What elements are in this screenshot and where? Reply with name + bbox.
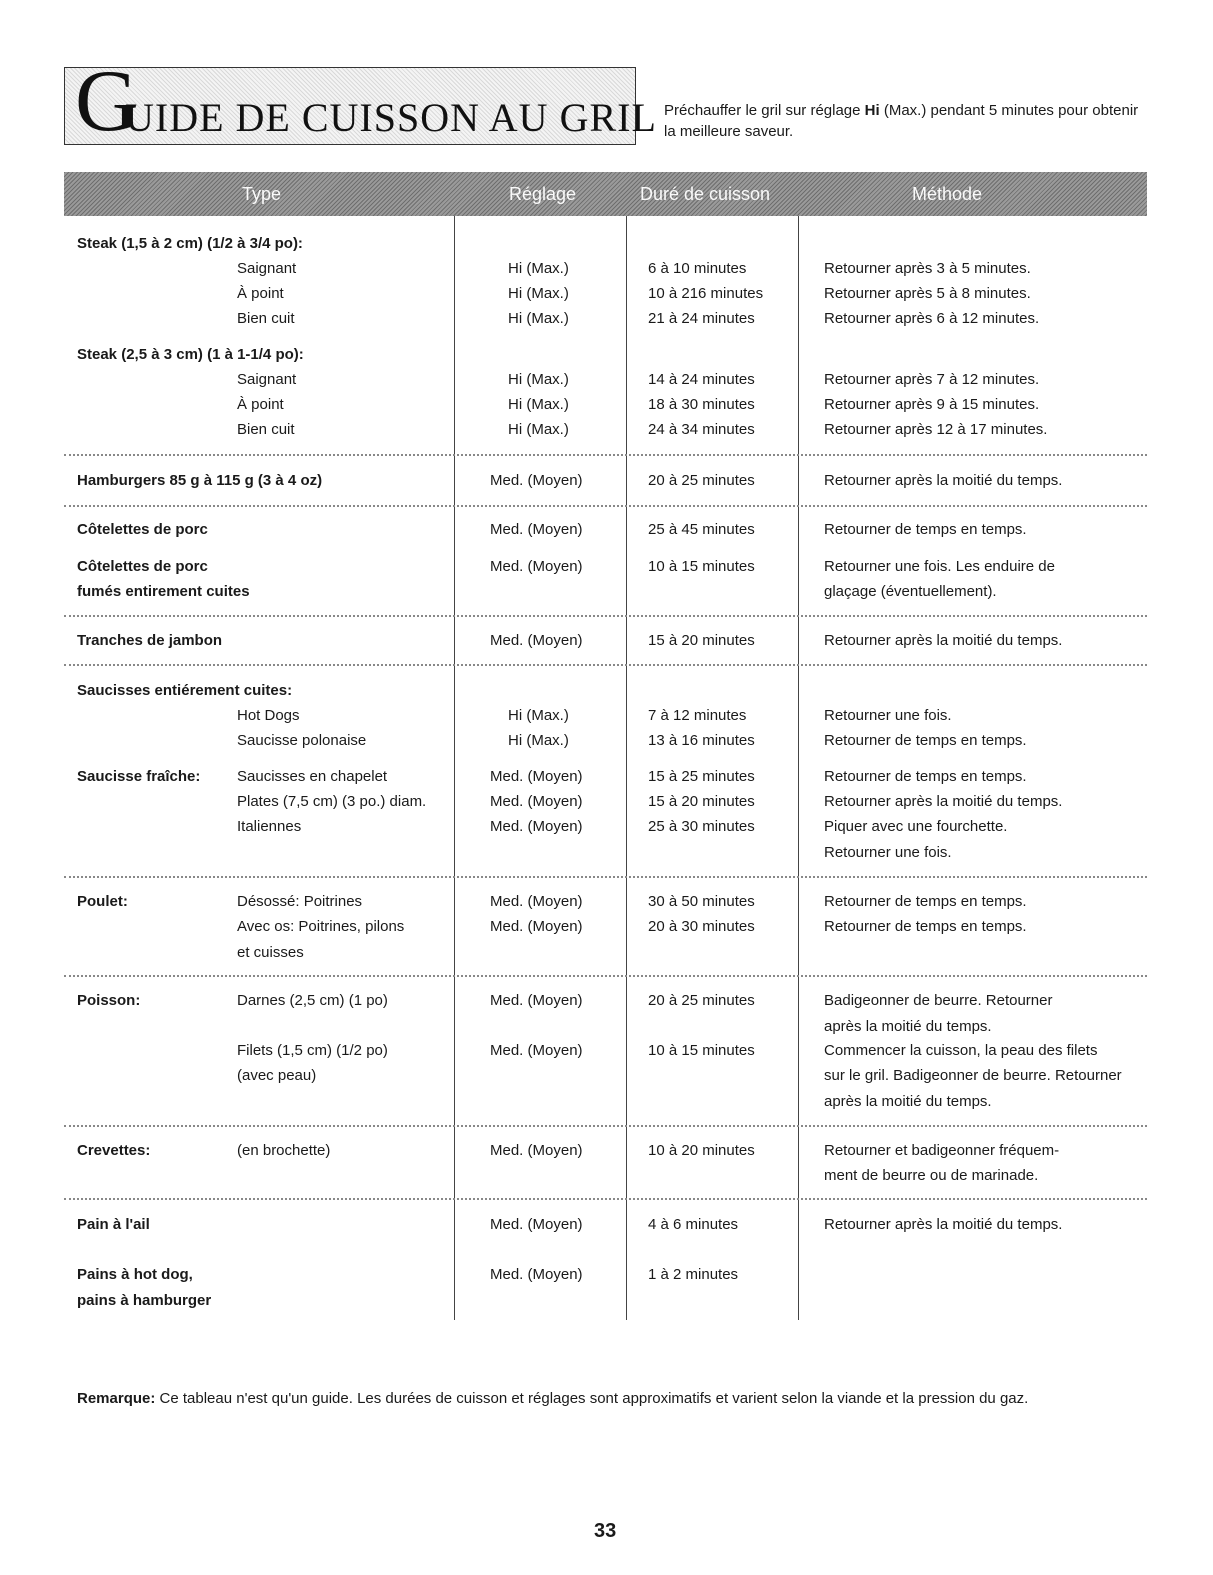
cell-type: Crevettes: [77, 1142, 151, 1159]
cell-method: Retourner après la moitié du temps. [824, 472, 1063, 489]
cell-subtype: À point [237, 285, 284, 302]
cell-subtype: Saucisse polonaise [237, 732, 367, 749]
cell-time: 10 à 20 minutes [648, 1142, 755, 1159]
cell-setting: Med. (Moyen) [490, 521, 583, 538]
cell-setting: Med. (Moyen) [490, 893, 583, 910]
page-number: 33 [594, 1520, 617, 1542]
cell-time: 6 à 10 minutes [648, 260, 747, 277]
intro-part-1: Préchauffer le gril sur réglage [664, 102, 865, 119]
cell-method: Retourner après 12 à 17 minutes. [824, 421, 1048, 438]
cell-setting: Hi (Max.) [508, 421, 569, 438]
cell-subtype: (avec peau) [237, 1067, 317, 1084]
title-initial: G [75, 53, 139, 150]
cell-type: Côtelettes de porc [77, 521, 208, 538]
cell-setting: Hi (Max.) [508, 260, 569, 277]
cell-time: 20 à 25 minutes [648, 472, 755, 489]
cell-time: 25 à 45 minutes [648, 521, 755, 538]
cell-type: Steak (1,5 à 2 cm) (1/2 à 3/4 po): [77, 235, 303, 252]
cell-method: Retourner une fois. [824, 844, 952, 861]
cell-method: Retourner de temps en temps. [824, 893, 1027, 910]
cell-method: Retourner une fois. [824, 707, 952, 724]
cell-time: 14 à 24 minutes [648, 371, 755, 388]
cell-setting: Med. (Moyen) [490, 1042, 583, 1059]
cell-subtype: Saucisses en chapelet [237, 768, 388, 785]
header-duration: Duré de cuisson [640, 184, 771, 204]
row-separator [64, 454, 1147, 456]
cell-method: Retourner après 5 à 8 minutes. [824, 285, 1031, 302]
cell-type: Saucisse fraîche: [77, 768, 201, 785]
cell-setting: Med. (Moyen) [490, 768, 583, 785]
cell-method: Retourner après 7 à 12 minutes. [824, 371, 1040, 388]
cell-time: 30 à 50 minutes [648, 893, 755, 910]
cell-method: Retourner après 9 à 15 minutes. [824, 396, 1040, 413]
cell-setting: Med. (Moyen) [490, 1266, 583, 1283]
row-separator [64, 664, 1147, 666]
cell-method: ment de beurre ou de marinade. [824, 1167, 1039, 1184]
cell-method: Piquer avec une fourchette. [824, 818, 1008, 835]
cell-type: Pain à l'ail [77, 1216, 150, 1233]
cell-subtype: Hot Dogs [237, 707, 300, 724]
cell-method: Retourner de temps en temps. [824, 521, 1027, 538]
cell-setting: Med. (Moyen) [490, 918, 583, 935]
cell-method: après la moitié du temps. [824, 1018, 992, 1035]
cell-setting: Hi (Max.) [508, 707, 569, 724]
cell-subtype: Désossé: Poitrines [237, 893, 363, 910]
cell-type: fumés entirement cuites [77, 583, 250, 600]
header-setting: Réglage [509, 184, 577, 204]
cell-time: 7 à 12 minutes [648, 707, 747, 724]
cell-method: Retourner une fois. Les enduire de [824, 558, 1055, 575]
cell-subtype: À point [237, 396, 284, 413]
intro-part-2: (Max.) pendant 5 minutes pour obtenir la meilleure saveur. [664, 102, 1139, 140]
column-divider [798, 216, 799, 1320]
cell-setting: Med. (Moyen) [490, 1216, 583, 1233]
row-separator [64, 876, 1147, 878]
cell-setting: Hi (Max.) [508, 371, 569, 388]
cell-time: 10 à 216 minutes [648, 285, 764, 302]
cell-setting: Med. (Moyen) [490, 818, 583, 835]
cell-type: Poulet: [77, 893, 128, 910]
cell-type: Pains à hot dog, [77, 1266, 193, 1283]
column-divider [626, 216, 627, 1320]
cell-setting: Med. (Moyen) [490, 793, 583, 810]
cell-setting: Hi (Max.) [508, 732, 569, 749]
cell-method: Commencer la cuisson, la peau des filets [824, 1042, 1098, 1059]
cell-method: Badigeonner de beurre. Retourner [824, 992, 1053, 1009]
row-separator [64, 1125, 1147, 1127]
cell-subtype: Bien cuit [237, 310, 295, 327]
cell-time: 24 à 34 minutes [648, 421, 755, 438]
title-banner [64, 53, 657, 150]
cell-type: Hamburgers 85 g à 115 g (3 à 4 oz) [77, 472, 323, 489]
row-separator [64, 975, 1147, 977]
cell-method: Retourner de temps en temps. [824, 768, 1027, 785]
row-separator [64, 1198, 1147, 1200]
cell-time: 18 à 30 minutes [648, 396, 755, 413]
cell-method: Retourner après la moitié du temps. [824, 632, 1063, 649]
cell-setting: Med. (Moyen) [490, 558, 583, 575]
cell-type: Poisson: [77, 992, 141, 1009]
cell-time: 15 à 20 minutes [648, 793, 755, 810]
cell-method: Retourner après 3 à 5 minutes. [824, 260, 1031, 277]
cell-time: 15 à 20 minutes [648, 632, 755, 649]
cell-method: Retourner et badigeonner fréquem- [824, 1142, 1060, 1159]
cell-time: 15 à 25 minutes [648, 768, 755, 785]
row-separator [64, 505, 1147, 507]
cell-setting: Hi (Max.) [508, 285, 569, 302]
cell-method: glaçage (éventuellement). [824, 583, 997, 600]
page-title: UIDE DE CUISSON AU GRIL [125, 95, 657, 140]
cell-subtype: Filets (1,5 cm) (1/2 po) [237, 1042, 388, 1059]
cell-time: 21 à 24 minutes [648, 310, 755, 327]
cell-subtype: et cuisses [237, 944, 304, 961]
cell-time: 20 à 25 minutes [648, 992, 755, 1009]
cell-setting: Med. (Moyen) [490, 1142, 583, 1159]
cell-subtype: (en brochette) [237, 1142, 331, 1159]
cell-type: Côtelettes de porc [77, 558, 208, 575]
cell-method: Retourner de temps en temps. [824, 732, 1027, 749]
cell-time: 10 à 15 minutes [648, 1042, 755, 1059]
row-separator [64, 615, 1147, 617]
cell-subtype: Bien cuit [237, 421, 295, 438]
cell-time: 20 à 30 minutes [648, 918, 755, 935]
cell-method: Retourner après la moitié du temps. [824, 1216, 1063, 1233]
cell-time: 25 à 30 minutes [648, 818, 755, 835]
cell-type: Saucisses entiérement cuites: [77, 682, 293, 699]
cell-time: 13 à 16 minutes [648, 732, 755, 749]
cell-type: pains à hamburger [77, 1292, 212, 1309]
cell-setting: Med. (Moyen) [490, 992, 583, 1009]
column-divider [454, 216, 455, 1320]
cell-method: sur le gril. Badigeonner de beurre. Retourner [824, 1067, 1122, 1084]
cell-setting: Hi (Max.) [508, 396, 569, 413]
cell-method: Retourner après la moitié du temps. [824, 793, 1063, 810]
remark [77, 1390, 1028, 1407]
cell-type: Tranches de jambon [77, 632, 223, 649]
cell-subtype: Italiennes [237, 818, 302, 835]
cell-time: 4 à 6 minutes [648, 1216, 739, 1233]
intro-text [664, 100, 1150, 142]
cell-subtype: Plates (7,5 cm) (3 po.) diam. [237, 793, 427, 810]
cell-time: 10 à 15 minutes [648, 558, 755, 575]
cell-subtype: Saignant [237, 260, 297, 277]
cell-method: Retourner après 6 à 12 minutes. [824, 310, 1040, 327]
cell-setting: Hi (Max.) [508, 310, 569, 327]
cell-subtype: Avec os: Poitrines, pilons [237, 918, 405, 935]
cell-time: 1 à 2 minutes [648, 1266, 739, 1283]
cell-subtype: Darnes (2,5 cm) (1 po) [237, 992, 388, 1009]
table-header [64, 172, 1147, 216]
cell-setting: Med. (Moyen) [490, 632, 583, 649]
cell-method: après la moitié du temps. [824, 1093, 992, 1110]
header-method: Méthode [912, 184, 983, 204]
cell-type: Steak (2,5 à 3 cm) (1 à 1-1/4 po): [77, 346, 304, 363]
cell-setting: Med. (Moyen) [490, 472, 583, 489]
cell-subtype: Saignant [237, 371, 297, 388]
remark-text: Ce tableau n'est qu'un guide. Les durées de cuisson et réglages sont approximatifs et varient selon la viande et la pression du gaz. [155, 1390, 1029, 1407]
cell-method: Retourner de temps en temps. [824, 918, 1027, 935]
intro-hi: Hi [864, 102, 880, 119]
remark-label: Remarque: [77, 1390, 156, 1407]
header-type: Type [242, 184, 282, 204]
